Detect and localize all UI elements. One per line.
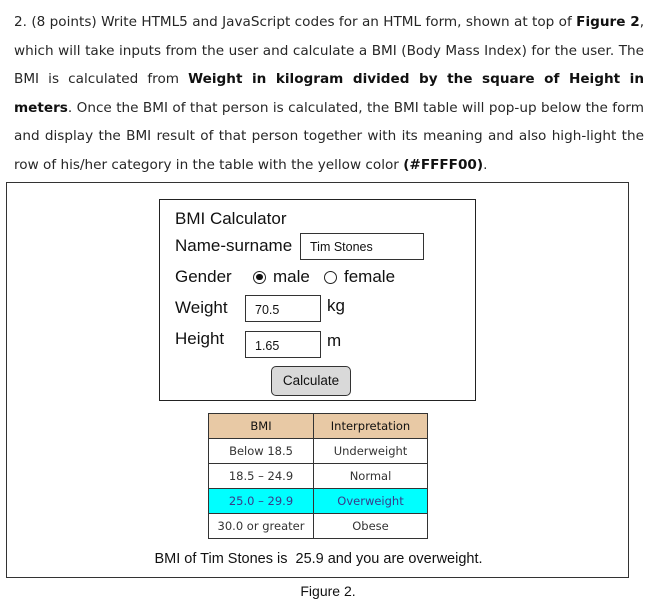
bmi-column-header: BMI <box>209 414 314 439</box>
weight-input[interactable]: 70.5 <box>245 295 321 322</box>
bmi-range-cell: 25.0 – 29.9 <box>209 489 314 514</box>
table-row <box>209 514 428 539</box>
weight-unit: kg <box>327 296 345 315</box>
bmi-range-cell: 18.5 – 24.9 <box>209 464 314 489</box>
table-row <box>209 464 428 489</box>
figure-2 <box>6 182 629 578</box>
figure-reference: Figure 2 <box>576 14 640 30</box>
interpretation-cell: Overweight <box>314 489 428 514</box>
table-row-highlighted <box>209 489 428 514</box>
interpretation-cell: Obese <box>314 514 428 539</box>
calculate-button[interactable]: Calculate <box>271 366 351 396</box>
table-row <box>209 439 428 464</box>
form-title: BMI Calculator <box>175 209 287 228</box>
female-radio[interactable] <box>324 271 337 284</box>
interpretation-cell: Underweight <box>314 439 428 464</box>
bmi-range-cell: 30.0 or greater <box>209 514 314 539</box>
height-input[interactable]: 1.65 <box>245 331 321 358</box>
bmi-table <box>208 413 428 539</box>
gender-female-option[interactable] <box>324 267 395 287</box>
bmi-range-cell: Below 18.5 <box>209 439 314 464</box>
bmi-form <box>159 199 476 401</box>
male-label: male <box>273 267 310 286</box>
question-part-2: , which will take inputs from the user and calculate a BMI (Body Mass Index) for the user. The BMI is calculated from <box>14 14 645 87</box>
question-part-3: . Once the BMI of that person is calculated, the BMI table will pop-up below the form and display the BMI result of that person together with its meaning and also high-light the row of his/her category in the table with the yellow color <box>14 99 644 173</box>
height-label: Height <box>175 329 225 348</box>
bmi-formula: Weight in kilogram divided by the square of Height in meters <box>14 71 644 116</box>
name-label: Name-surname <box>175 236 293 255</box>
weight-label: Weight <box>175 298 228 317</box>
table-header-row <box>209 414 428 439</box>
interpretation-cell: Normal <box>314 464 428 489</box>
bmi-result-text: BMI of Tim Stones is 25.9 and you are overweight. <box>154 551 483 567</box>
color-code: (#FFFF00) <box>403 156 484 173</box>
gender-label: Gender <box>175 267 232 286</box>
question-part-4: . <box>483 156 488 173</box>
interpretation-column-header: Interpretation <box>314 414 428 439</box>
name-input[interactable]: Tim Stones <box>300 233 424 260</box>
male-radio[interactable] <box>253 271 266 284</box>
figure-caption: Figure 2. <box>300 583 356 599</box>
height-unit: m <box>327 331 342 350</box>
gender-male-option[interactable] <box>253 267 310 287</box>
question-text <box>14 8 644 179</box>
female-label: female <box>344 267 396 286</box>
question-part-1: 2. (8 points) Write HTML5 and JavaScript codes for an HTML form, shown at top of <box>14 14 577 30</box>
